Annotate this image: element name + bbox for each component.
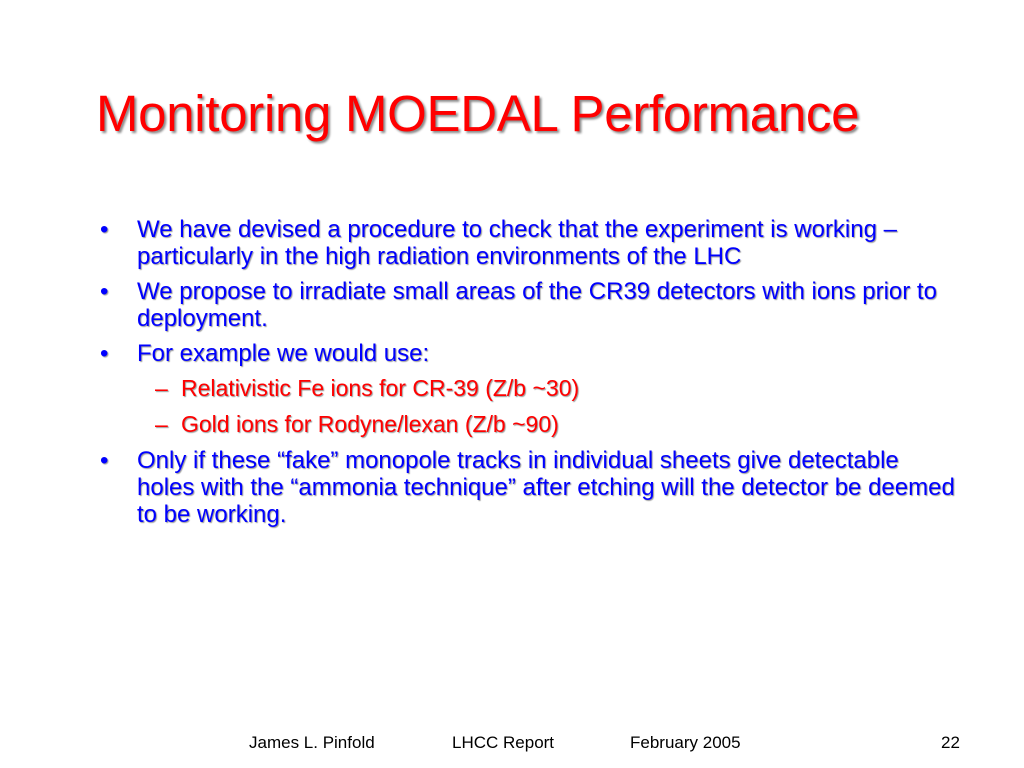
bullet-text: Only if these “fake” monopole tracks in individual sheets give detectable holes with the “ammonia technique” after etching will the detector be deemed to be working. xyxy=(137,447,955,528)
sub-bullet-marker: – xyxy=(155,411,168,437)
sub-bullet-text: Relativistic Fe ions for CR-39 (Z/b ~30) xyxy=(181,375,580,401)
bullet-marker: • xyxy=(100,447,109,474)
bullet-text: For example we would use: xyxy=(137,340,430,367)
slide-title: Monitoring MOEDAL Performance xyxy=(96,85,860,142)
bullet-text: We propose to irradiate small areas of the CR39 detectors with ions prior to deployment. xyxy=(137,278,937,332)
bullet-marker: • xyxy=(100,340,109,367)
sub-bullet-fe-ions xyxy=(137,375,960,402)
sub-bullet-marker: – xyxy=(155,375,168,401)
bullet-text: We have devised a procedure to check that the experiment is working – particularly in the high radiation environments of the LHC xyxy=(137,216,897,270)
sub-bullet-text: Gold ions for Rodyne/lexan (Z/b ~90) xyxy=(181,411,559,437)
slide-body xyxy=(100,216,960,536)
bullet-irradiate xyxy=(100,278,960,332)
footer-date: February 2005 xyxy=(630,733,741,752)
bullet-marker: • xyxy=(100,216,109,243)
sub-bullet-gold-ions xyxy=(137,411,960,438)
footer-page-number: 22 xyxy=(941,733,960,752)
bullet-procedure xyxy=(100,216,960,270)
bullet-example xyxy=(100,340,960,367)
bullet-marker: • xyxy=(100,278,109,305)
footer-author: James L. Pinfold xyxy=(249,733,375,752)
bullet-fake-tracks xyxy=(100,447,960,528)
footer-report: LHCC Report xyxy=(452,733,555,752)
